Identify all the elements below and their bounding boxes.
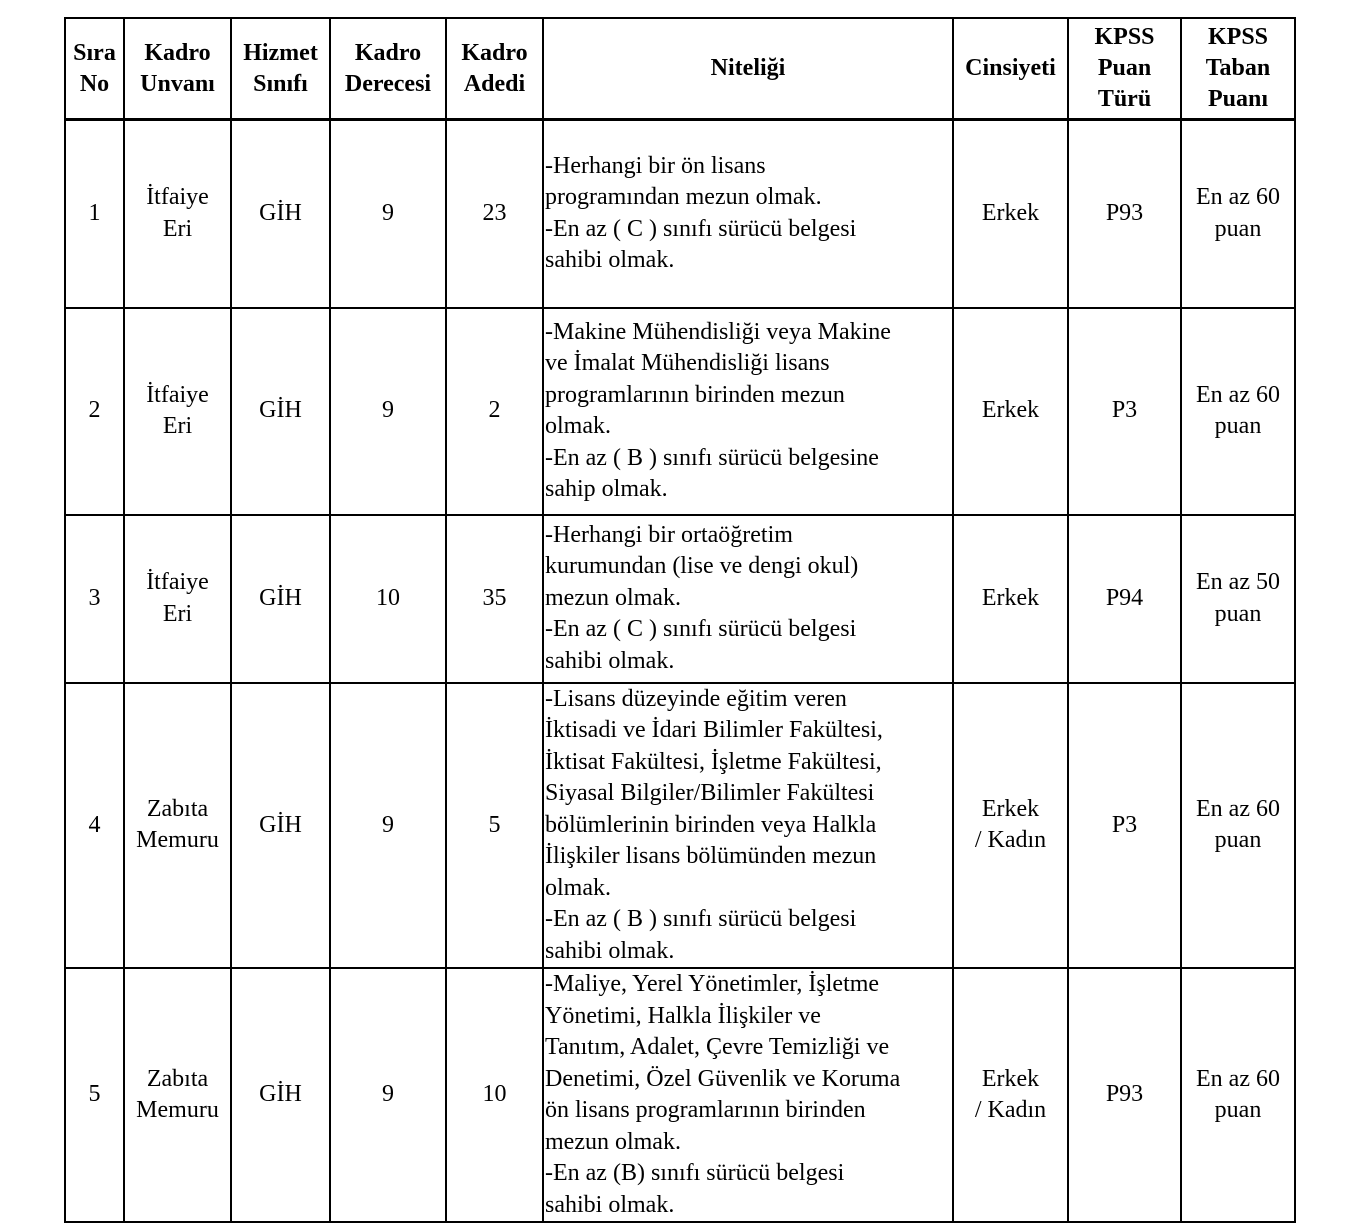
table-row: [65, 308, 1295, 515]
header-hizmet-sinifi: Hizmet Sınıfı: [231, 18, 330, 120]
cell-kpss-taban-puani: En az 60 puan: [1181, 968, 1295, 1222]
cell-kadro-derecesi: 9: [330, 120, 446, 308]
table-row: [65, 683, 1295, 969]
cell-niteligi: -Makine Mühendisliği veya Makine ve İmalat Mühendisliği lisans programlarının birinden mezun olmak. -En az ( B ) sınıfı sürücü belgesine sahip olmak.: [543, 308, 953, 515]
cell-kadro-adedi: 2: [446, 308, 543, 515]
header-kadro-unvani: Kadro Unvanı: [124, 18, 231, 120]
cell-kadro-adedi: 5: [446, 683, 543, 969]
cell-sira-no: 3: [65, 515, 124, 683]
cell-cinsiyeti: Erkek / Kadın: [953, 683, 1068, 969]
cell-kpss-puan-turu: P3: [1068, 683, 1181, 969]
table-row: [65, 968, 1295, 1222]
cell-niteligi: -Lisans düzeyinde eğitim veren İktisadi ve İdari Bilimler Fakültesi, İktisat Fakültesi, İşletme Fakültesi, Siyasal Bilgiler/Bilimler Fakültesi bölümlerinin birinden veya Halkla İlişkiler lisans bölümünden mezun olmak. -En az ( B ) sınıfı sürücü belgesi sahibi olmak.: [543, 683, 953, 969]
cell-kadro-unvani: Zabıta Memuru: [124, 683, 231, 969]
header-cinsiyeti: Cinsiyeti: [953, 18, 1068, 120]
cell-cinsiyeti: Erkek: [953, 308, 1068, 515]
cell-kadro-derecesi: 9: [330, 683, 446, 969]
header-kadro-derecesi: Kadro Derecesi: [330, 18, 446, 120]
cell-kpss-taban-puani: En az 60 puan: [1181, 683, 1295, 969]
cell-kpss-taban-puani: En az 60 puan: [1181, 308, 1295, 515]
header-kpss-taban-puani: KPSS Taban Puanı: [1181, 18, 1295, 120]
cell-kadro-derecesi: 9: [330, 308, 446, 515]
cell-sira-no: 5: [65, 968, 124, 1222]
cell-cinsiyeti: Erkek: [953, 515, 1068, 683]
cell-hizmet-sinifi: GİH: [231, 120, 330, 308]
cell-cinsiyeti: Erkek: [953, 120, 1068, 308]
header-row: [65, 18, 1295, 120]
cell-hizmet-sinifi: GİH: [231, 515, 330, 683]
cell-kadro-derecesi: 10: [330, 515, 446, 683]
cell-cinsiyeti: Erkek / Kadın: [953, 968, 1068, 1222]
cell-kpss-taban-puani: En az 50 puan: [1181, 515, 1295, 683]
header-kadro-adedi: Kadro Adedi: [446, 18, 543, 120]
cell-kadro-adedi: 23: [446, 120, 543, 308]
cell-kadro-unvani: İtfaiye Eri: [124, 515, 231, 683]
header-sira-no: Sıra No: [65, 18, 124, 120]
cell-kadro-unvani: İtfaiye Eri: [124, 308, 231, 515]
cell-kadro-derecesi: 9: [330, 968, 446, 1222]
cell-kpss-puan-turu: P93: [1068, 968, 1181, 1222]
cell-niteligi: -Maliye, Yerel Yönetimler, İşletme Yönetimi, Halkla İlişkiler ve Tanıtım, Adalet, Çevre Temizliği ve Denetimi, Özel Güvenlik ve Koruma ön lisans programlarının birinden mezun olmak. -En az (B) sınıfı sürücü belgesi sahibi olmak.: [543, 968, 953, 1222]
table-row: [65, 515, 1295, 683]
header-kpss-puan-turu: KPSS Puan Türü: [1068, 18, 1181, 120]
cell-kpss-puan-turu: P93: [1068, 120, 1181, 308]
cell-hizmet-sinifi: GİH: [231, 683, 330, 969]
cell-kadro-adedi: 10: [446, 968, 543, 1222]
table-row: [65, 120, 1295, 308]
positions-table: [64, 17, 1296, 1223]
cell-sira-no: 2: [65, 308, 124, 515]
cell-sira-no: 1: [65, 120, 124, 308]
cell-kadro-adedi: 35: [446, 515, 543, 683]
cell-kadro-unvani: Zabıta Memuru: [124, 968, 231, 1222]
cell-niteligi: -Herhangi bir ön lisans programından mezun olmak. -En az ( C ) sınıfı sürücü belgesi sahibi olmak.: [543, 120, 953, 308]
cell-hizmet-sinifi: GİH: [231, 308, 330, 515]
cell-hizmet-sinifi: GİH: [231, 968, 330, 1222]
cell-sira-no: 4: [65, 683, 124, 969]
header-niteligi: Niteliği: [543, 18, 953, 120]
cell-kadro-unvani: İtfaiye Eri: [124, 120, 231, 308]
cell-kpss-puan-turu: P3: [1068, 308, 1181, 515]
cell-kpss-puan-turu: P94: [1068, 515, 1181, 683]
cell-kpss-taban-puani: En az 60 puan: [1181, 120, 1295, 308]
cell-niteligi: -Herhangi bir ortaöğretim kurumundan (lise ve dengi okul) mezun olmak. -En az ( C ) sınıfı sürücü belgesi sahibi olmak.: [543, 515, 953, 683]
